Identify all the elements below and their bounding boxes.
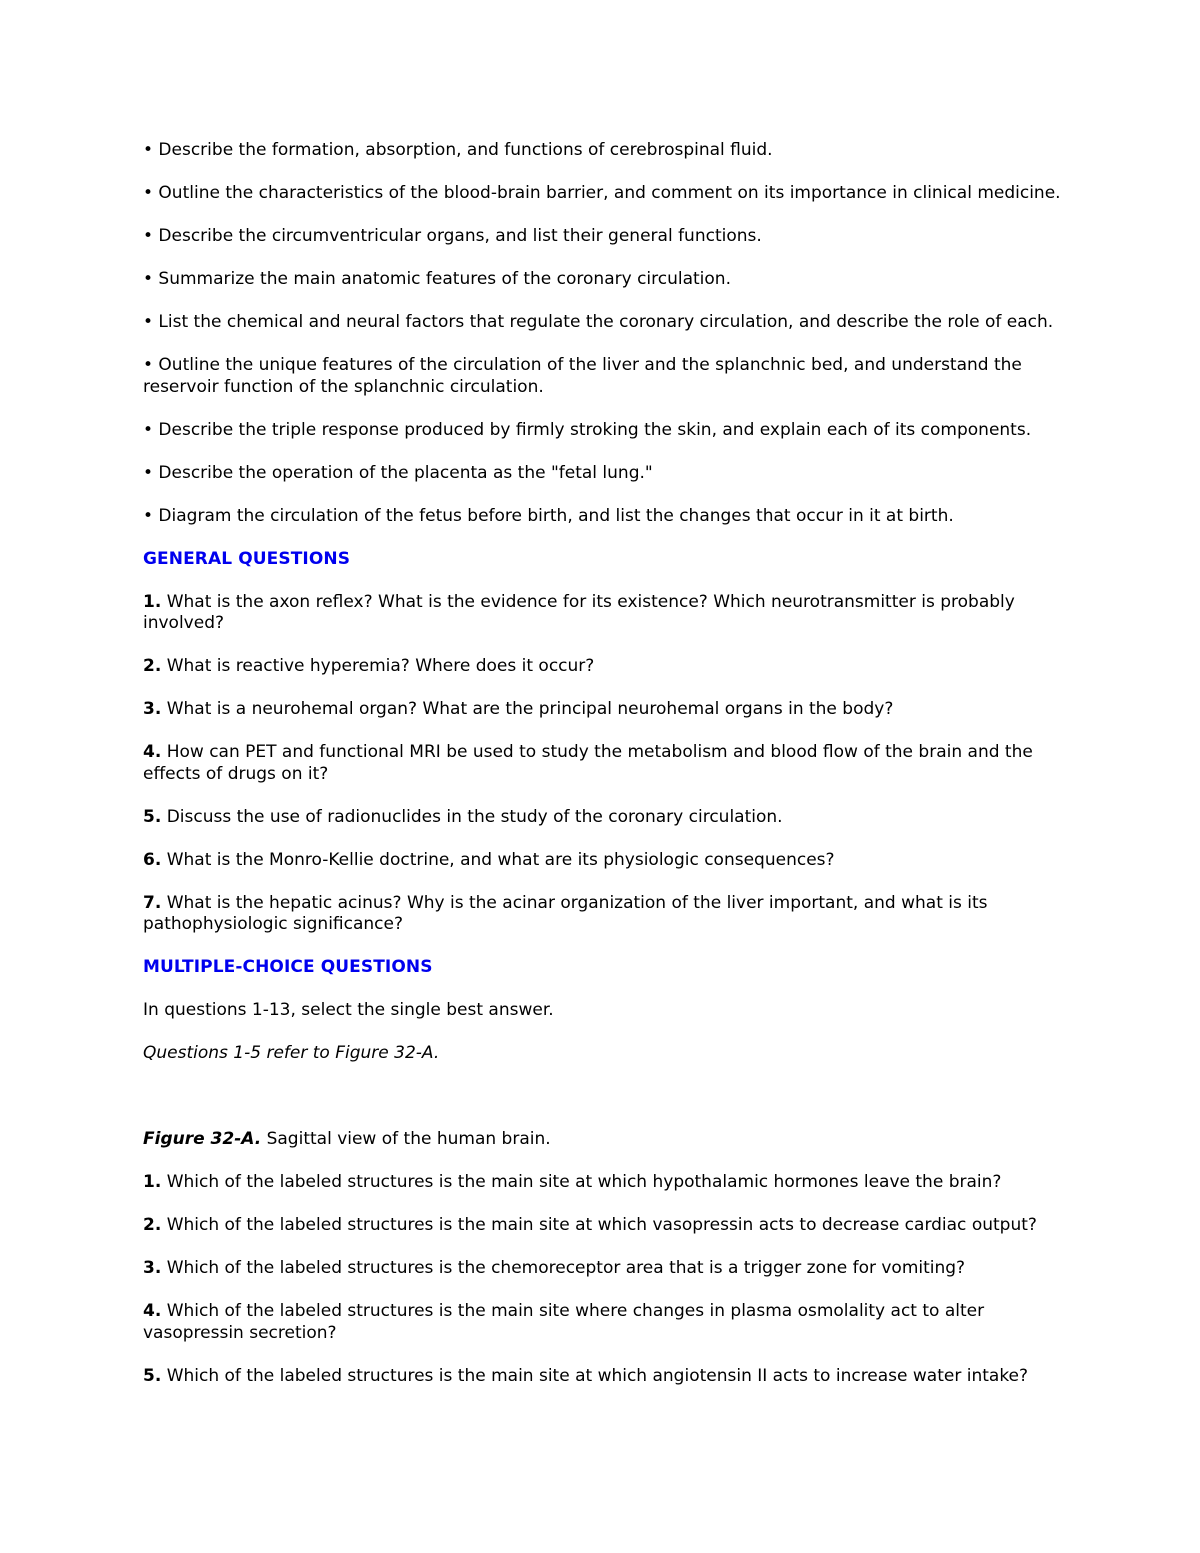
question-number: 7. <box>143 892 162 913</box>
general-question <box>143 807 1073 829</box>
general-question <box>143 592 1073 635</box>
question-text: Which of the labeled structures is the main site where changes in plasma osmolality act to alter vasopressin secretion? <box>143 1301 985 1343</box>
mcq-question <box>143 1258 1073 1280</box>
question-number: 4. <box>143 1301 162 1321</box>
question-text: Discuss the use of radionuclides in the study of the coronary circulation. <box>166 806 783 827</box>
mcq-question <box>143 1301 1073 1344</box>
objective-item: • Describe the formation, absorption, and functions of cerebrospinal fluid. <box>143 140 773 160</box>
mcq-question <box>143 1366 1073 1388</box>
mcq-question <box>143 1172 1073 1194</box>
general-question <box>143 699 1073 721</box>
objective-item: • Describe the circumventricular organs, and list their general functions. <box>143 226 762 246</box>
mcq-question <box>143 1215 1073 1237</box>
question-text: What is reactive hyperemia? Where does it occur? <box>166 656 595 676</box>
general-question <box>143 893 1073 936</box>
figure-reference: Questions 1-5 refer to Figure 32-A. <box>143 1043 440 1063</box>
objective-item: • Outline the unique features of the circulation of the liver and the splanchnic bed, and understand the reservoir function of the splanchnic circulation. <box>143 355 1022 397</box>
figure-placeholder <box>143 1086 1073 1129</box>
mcq-instruction: In questions 1-13, select the single best answer. <box>143 1000 554 1020</box>
question-number: 4. <box>143 742 162 762</box>
question-text: Which of the labeled structures is the main site at which angiotensin II acts to increase water intake? <box>166 1365 1029 1386</box>
figure-caption <box>143 1129 1073 1151</box>
document-page <box>143 140 1073 1409</box>
objective-item: • Describe the operation of the placenta as the "fetal lung." <box>143 462 653 483</box>
objective-item: • List the chemical and neural factors that regulate the coronary circulation, and describe the role of each. <box>143 312 1054 332</box>
question-text: Which of the labeled structures is the main site at which vasopressin acts to decrease cardiac output? <box>166 1215 1037 1235</box>
question-number: 3. <box>143 699 162 719</box>
question-text: What is the hepatic acinus? Why is the acinar organization of the liver important, and what is its pathophysiologic significance? <box>143 892 988 934</box>
multiple-choice-heading: MULTIPLE-CHOICE QUESTIONS <box>143 957 433 977</box>
general-questions-heading: GENERAL QUESTIONS <box>143 548 351 569</box>
objective-item: • Summarize the main anatomic features of the coronary circulation. <box>143 269 731 289</box>
objective-item: • Outline the characteristics of the blood-brain barrier, and comment on its importance in clinical medicine. <box>143 183 1061 203</box>
general-question <box>143 656 1073 678</box>
question-text: Which of the labeled structures is the chemoreceptor area that is a trigger zone for vomiting? <box>166 1258 966 1278</box>
figure-label: Figure 32-A. <box>143 1129 262 1149</box>
question-number: 5. <box>143 1365 162 1386</box>
question-number: 6. <box>143 849 162 870</box>
question-text: What is a neurohemal organ? What are the principal neurohemal organs in the body? <box>166 699 894 719</box>
objective-item: • Diagram the circulation of the fetus before birth, and list the changes that occur in it at birth. <box>143 505 954 526</box>
question-number: 2. <box>143 1215 162 1235</box>
figure-caption-text: Sagittal view of the human brain. <box>261 1129 551 1149</box>
question-number: 1. <box>143 591 162 612</box>
question-text: Which of the labeled structures is the main site at which hypothalamic hormones leave the brain? <box>166 1172 1002 1192</box>
question-number: 3. <box>143 1258 162 1278</box>
question-number: 2. <box>143 656 162 676</box>
question-text: What is the axon reflex? What is the evidence for its existence? Which neurotransmitter is probably involved? <box>143 591 1015 633</box>
objective-item: • Describe the triple response produced by firmly stroking the skin, and explain each of its components. <box>143 419 1032 440</box>
question-text: What is the Monro-Kellie doctrine, and what are its physiologic consequences? <box>166 849 835 870</box>
question-number: 1. <box>143 1172 162 1192</box>
general-question <box>143 850 1073 872</box>
general-question <box>143 742 1073 785</box>
question-text: How can PET and functional MRI be used to study the metabolism and blood flow of the brain and the effects of drugs on it? <box>143 742 1033 784</box>
question-number: 5. <box>143 806 162 827</box>
